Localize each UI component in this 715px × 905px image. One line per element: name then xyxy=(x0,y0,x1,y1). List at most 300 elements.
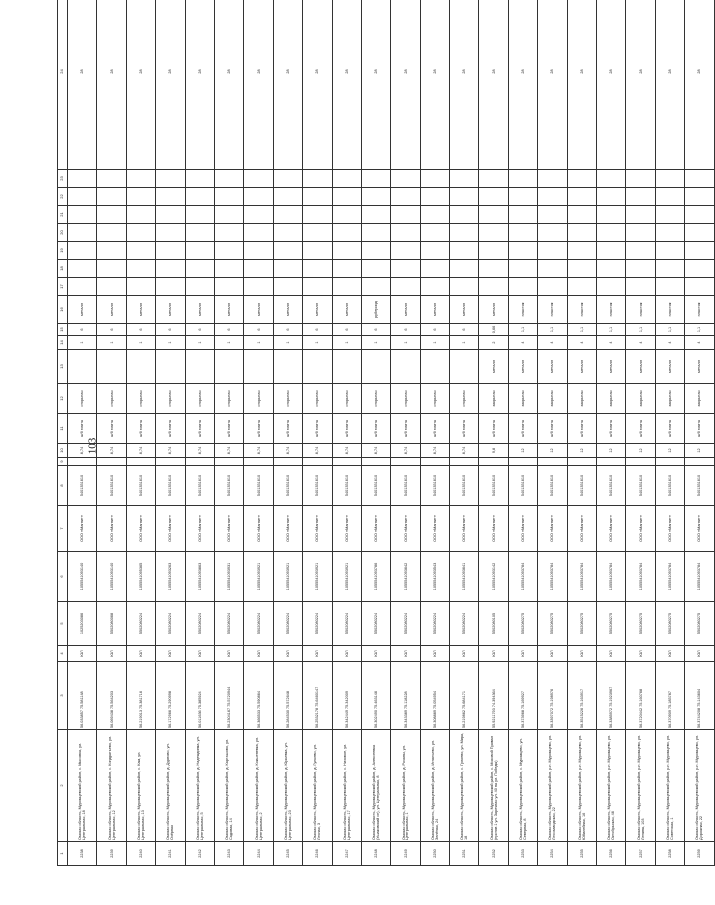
cell-c12: открытая xyxy=(303,384,332,414)
cell-c16: пластик xyxy=(597,296,626,324)
cell-c12: закрытая xyxy=(597,384,626,414)
cell-c13: металл xyxy=(685,350,714,384)
cell-ogrn: 5502080224 xyxy=(244,602,273,646)
cell-c4: ЮЛ xyxy=(655,646,684,662)
cell-c18 xyxy=(685,260,714,278)
cell-c9 xyxy=(185,458,214,466)
cell-c22 xyxy=(538,188,567,206)
cell-org: ООО «Магнит» xyxy=(508,506,537,552)
cell-address: Омская область, Муромцевский район, с. Муромцево, ул. Северная, 8 xyxy=(508,730,537,842)
cell-okved: 5401351610 xyxy=(185,466,214,506)
cell-inn: 1055541093921 xyxy=(273,552,302,602)
cell-c9 xyxy=(685,458,714,466)
rotated-table-wrapper xyxy=(57,32,704,866)
cell-c14: 1 xyxy=(185,336,214,350)
cell-c19 xyxy=(479,242,508,260)
cell-c18 xyxy=(538,260,567,278)
cell-c10: 8,74 xyxy=(273,444,302,458)
table-row xyxy=(156,0,185,866)
cell-inn: 1055541095365 xyxy=(126,552,155,602)
cell-id: 2256 xyxy=(597,842,626,866)
cell-inn: 1055541093784 xyxy=(626,552,655,602)
cell-c14: 4 xyxy=(567,336,596,350)
page-number: 103 xyxy=(86,437,99,455)
cell-c14: 1 xyxy=(244,336,273,350)
cell-c4: ЮЛ xyxy=(597,646,626,662)
column-header: 17 xyxy=(58,278,68,296)
cell-c19 xyxy=(626,242,655,260)
cell-c19 xyxy=(97,242,126,260)
cell-id: 2243 xyxy=(214,842,243,866)
cell-coords: 56.3385972 75.1923967 xyxy=(597,662,626,730)
cell-c13 xyxy=(244,350,273,384)
cell-c13: металл xyxy=(626,350,655,384)
cell-c21 xyxy=(97,206,126,224)
cell-id: 2257 xyxy=(626,842,655,866)
cell-c15: 6 xyxy=(244,324,273,336)
cell-inn: 1055541093642 xyxy=(391,552,420,602)
cell-c23 xyxy=(538,170,567,188)
cell-c17 xyxy=(303,278,332,296)
cell-id: 2244 xyxy=(244,842,273,866)
cell-address: Омская область, Муромцевский район, с. Низовое, ул. Центральная, 17 xyxy=(332,730,361,842)
cell-okved: 5401351610 xyxy=(303,466,332,506)
cell-c18 xyxy=(420,260,449,278)
cell-coords: 56.308889 75.054954 xyxy=(420,662,449,730)
cell-c23 xyxy=(126,170,155,188)
cell-c14: 1 xyxy=(126,336,155,350)
cell-c16: металл xyxy=(450,296,479,324)
cell-c12: закрытая xyxy=(538,384,567,414)
cell-c24: 28 xyxy=(244,0,273,170)
cell-c12: открытая xyxy=(391,384,420,414)
cell-c18 xyxy=(244,260,273,278)
cell-inn: 1055541093142 xyxy=(479,552,508,602)
cell-coords: 56.3515226 75.163917 xyxy=(567,662,596,730)
cell-c9 xyxy=(567,458,596,466)
cell-c4: ЮЛ xyxy=(508,646,537,662)
table-row xyxy=(626,0,655,866)
cell-org: ООО «Магнит» xyxy=(420,506,449,552)
cell-inn: 1055541093641 xyxy=(450,552,479,602)
cell-org: ООО «Магнит» xyxy=(303,506,332,552)
cell-c13 xyxy=(332,350,361,384)
cell-c4: ЮЛ xyxy=(97,646,126,662)
cell-c10: 12 xyxy=(508,444,537,458)
cell-c23 xyxy=(303,170,332,188)
cell-c23 xyxy=(156,170,185,188)
cell-c10: 8,74 xyxy=(97,444,126,458)
cell-ogrn: 5502080224 xyxy=(185,602,214,646)
cell-c15: 6 xyxy=(68,324,97,336)
cell-c12: открытая xyxy=(244,384,273,414)
cell-c11: ж/б плита xyxy=(626,414,655,444)
cell-c9 xyxy=(126,458,155,466)
cell-c20 xyxy=(685,224,714,242)
cell-c11: ж/б плита xyxy=(214,414,243,444)
cell-c23 xyxy=(450,170,479,188)
cell-coords: 56.3744208 75.143604 xyxy=(685,662,714,730)
cell-c20 xyxy=(214,224,243,242)
cell-ogrn: 5502080224 xyxy=(273,602,302,646)
cell-c9 xyxy=(391,458,420,466)
cell-c9 xyxy=(156,458,185,466)
cell-c9 xyxy=(538,458,567,466)
cell-id: 2249 xyxy=(391,842,420,866)
cell-org: ООО «Магнит» xyxy=(685,506,714,552)
cell-c22 xyxy=(68,188,97,206)
cell-org: ООО «Магнит» xyxy=(244,506,273,552)
cell-c21 xyxy=(450,206,479,224)
cell-c12: открытая xyxy=(361,384,390,414)
cell-c19 xyxy=(567,242,596,260)
cell-c14: 4 xyxy=(538,336,567,350)
table-row xyxy=(332,0,361,866)
cell-c22 xyxy=(626,188,655,206)
cell-c23 xyxy=(185,170,214,188)
cell-id: 2247 xyxy=(332,842,361,866)
cell-c4: ЮЛ xyxy=(244,646,273,662)
cell-c14: 4 xyxy=(655,336,684,350)
cell-c15: 1,1 xyxy=(538,324,567,336)
cell-c22 xyxy=(567,188,596,206)
table-row xyxy=(126,0,155,866)
cell-c23 xyxy=(68,170,97,188)
cell-org: ООО «Магнит» xyxy=(626,506,655,552)
cell-c10: 8,74 xyxy=(332,444,361,458)
cell-okved: 5401351610 xyxy=(97,466,126,506)
cell-c20 xyxy=(332,224,361,242)
cell-c21 xyxy=(685,206,714,224)
cell-c9 xyxy=(508,458,537,466)
cell-c4: ЮЛ xyxy=(479,646,508,662)
cell-c17 xyxy=(361,278,390,296)
cell-inn: 1055541093931 xyxy=(214,552,243,602)
cell-c22 xyxy=(597,188,626,206)
cell-okved: 5401351610 xyxy=(332,466,361,506)
cell-org: ООО «Магнит» xyxy=(97,506,126,552)
cell-c19 xyxy=(655,242,684,260)
cell-inn: 1055541093921 xyxy=(332,552,361,602)
cell-c14: 1 xyxy=(450,336,479,350)
cell-c21 xyxy=(244,206,273,224)
cell-c20 xyxy=(597,224,626,242)
cell-c19 xyxy=(126,242,155,260)
cell-address: Омская область, Муромцевский район, с. Кам, ул. Центральная, 13 xyxy=(126,730,155,842)
cell-c16: металл xyxy=(273,296,302,324)
cell-ogrn: 5502080275 xyxy=(538,602,567,646)
cell-c21 xyxy=(391,206,420,224)
cell-address: Омская область, Муромцевский район, с. Кондратьево, ул. Центральная, 12 xyxy=(97,730,126,842)
cell-c24: 28 xyxy=(97,0,126,170)
cell-ogrn: 5502080224 xyxy=(391,602,420,646)
cell-c20 xyxy=(185,224,214,242)
cell-c21 xyxy=(126,206,155,224)
cell-id: 2251 xyxy=(450,842,479,866)
cell-c17 xyxy=(538,278,567,296)
cell-c17 xyxy=(332,278,361,296)
column-header: 12 xyxy=(58,384,68,414)
cell-inn: 1055541093263 xyxy=(156,552,185,602)
cell-okved: 5401351610 xyxy=(214,466,243,506)
cell-okved: 5401351610 xyxy=(391,466,420,506)
cell-inn: 1055541093784 xyxy=(597,552,626,602)
cell-c9 xyxy=(244,458,273,466)
cell-c16: металл xyxy=(479,296,508,324)
cell-ogrn: 5502080275 xyxy=(597,602,626,646)
cell-inn: 1055541093921 xyxy=(244,552,273,602)
cell-c14: 1 xyxy=(68,336,97,350)
cell-c17 xyxy=(391,278,420,296)
cell-c16: металл xyxy=(156,296,185,324)
cell-c18 xyxy=(450,260,479,278)
cell-inn: 1055541093784 xyxy=(567,552,596,602)
cell-org: ООО «Магнит» xyxy=(479,506,508,552)
cell-c18 xyxy=(156,260,185,278)
column-header: 11 xyxy=(58,414,68,444)
cell-c4: ЮЛ xyxy=(626,646,655,662)
cell-c17 xyxy=(655,278,684,296)
column-header: 14 xyxy=(58,336,68,350)
cell-c14: 1 xyxy=(97,336,126,350)
cell-c20 xyxy=(68,224,97,242)
cell-c18 xyxy=(273,260,302,278)
cell-okved: 5401351610 xyxy=(479,466,508,506)
cell-c22 xyxy=(655,188,684,206)
cell-c18 xyxy=(361,260,390,278)
cell-c13: металл xyxy=(655,350,684,384)
cell-c11: ж/б плита xyxy=(303,414,332,444)
cell-id: 2239 xyxy=(97,842,126,866)
cell-c20 xyxy=(391,224,420,242)
cell-id: 2245 xyxy=(273,842,302,866)
cell-c15: 6 xyxy=(332,324,361,336)
cell-c22 xyxy=(332,188,361,206)
cell-c23 xyxy=(244,170,273,188)
cell-c9 xyxy=(450,458,479,466)
cell-id: 2258 xyxy=(655,842,684,866)
cell-c23 xyxy=(361,170,390,188)
cell-address: Омская область, Муромцевский район, с. Гуляево, ул. Мира, 18 xyxy=(450,730,479,842)
cell-c17 xyxy=(97,278,126,296)
table-row xyxy=(68,0,97,866)
cell-c21 xyxy=(361,206,390,224)
cell-c10: 8,74 xyxy=(420,444,449,458)
cell-coords: 56.342449 75.342009 xyxy=(332,662,361,730)
cell-address: Омская область, Муромцевский район, д. Кокшеневка, ул. Центральная, 2 xyxy=(244,730,273,842)
cell-okved: 5401351610 xyxy=(156,466,185,506)
cell-c9 xyxy=(420,458,449,466)
cell-c13 xyxy=(126,350,155,384)
cell-ogrn: 5502080224 xyxy=(450,602,479,646)
cell-c14: 4 xyxy=(685,336,714,350)
cell-id: 2255 xyxy=(567,842,596,866)
cell-c11: ж/б плита xyxy=(126,414,155,444)
cell-c11: ж/б плита xyxy=(244,414,273,444)
cell-address: Омская область, Муромцевский район, р.п. Муромцево, ул. Советская, 1 xyxy=(655,730,684,842)
cell-c18 xyxy=(626,260,655,278)
cell-c13 xyxy=(420,350,449,384)
cell-c17 xyxy=(567,278,596,296)
cell-c22 xyxy=(185,188,214,206)
column-header: 23 xyxy=(58,170,68,188)
cell-c15: 1,1 xyxy=(655,324,684,336)
cell-c21 xyxy=(303,206,332,224)
cell-c19 xyxy=(244,242,273,260)
cell-c15: 0,66 xyxy=(479,324,508,336)
cell-id: 2248 xyxy=(361,842,390,866)
cell-c24: 28 xyxy=(685,0,714,170)
cell-c24: 28 xyxy=(68,0,97,170)
cell-c20 xyxy=(303,224,332,242)
cell-id: 2252 xyxy=(479,842,508,866)
cell-c22 xyxy=(391,188,420,206)
cell-c15: 1,1 xyxy=(597,324,626,336)
cell-c13 xyxy=(450,350,479,384)
cell-c12: закрытая xyxy=(685,384,714,414)
cell-ogrn: 5502080275 xyxy=(685,602,714,646)
cell-c9 xyxy=(479,458,508,466)
cell-coords: 56.284530 75.572648 xyxy=(273,662,302,730)
column-header: 4 xyxy=(58,646,68,662)
cell-id: 2254 xyxy=(538,842,567,866)
cell-coords: 56.172966 75.290998 xyxy=(156,662,185,730)
cell-address: Омская область, Муромцевский район, д. Дурново, ул. Озёрная xyxy=(156,730,185,842)
cell-c23 xyxy=(508,170,537,188)
cell-c10: 8,74 xyxy=(126,444,155,458)
table-row xyxy=(655,0,684,866)
cell-c12: открытая xyxy=(420,384,449,414)
cell-c23 xyxy=(479,170,508,188)
cell-c20 xyxy=(156,224,185,242)
cell-c11: ж/б плита xyxy=(420,414,449,444)
cell-c18 xyxy=(214,260,243,278)
cell-c13: металл xyxy=(597,350,626,384)
cell-c12: закрытая xyxy=(479,384,508,414)
cell-ogrn: 5502080275 xyxy=(655,602,684,646)
cell-c16: металл xyxy=(185,296,214,324)
cell-c19 xyxy=(597,242,626,260)
column-header: 3 xyxy=(58,662,68,730)
cell-c14: 1 xyxy=(303,336,332,350)
cell-ogrn: 5502080275 xyxy=(626,602,655,646)
cell-org: ООО «Магнит» xyxy=(538,506,567,552)
cell-ogrn: 5502080275 xyxy=(567,602,596,646)
cell-org: ООО «Магнит» xyxy=(361,506,390,552)
cell-id: 2246 xyxy=(303,842,332,866)
cell-c10: 12 xyxy=(626,444,655,458)
cell-c24: 28 xyxy=(126,0,155,170)
cell-inn: 1055541093784 xyxy=(508,552,537,602)
cell-c12: открытая xyxy=(450,384,479,414)
cell-coords: 56.366533 75.590864 xyxy=(244,662,273,730)
cell-c12: открытая xyxy=(156,384,185,414)
cell-c9 xyxy=(68,458,97,466)
cell-c24: 28 xyxy=(450,0,479,170)
cell-c4: ЮЛ xyxy=(538,646,567,662)
cell-c12: открытая xyxy=(68,384,97,414)
cell-c15: 6 xyxy=(450,324,479,336)
cell-c18 xyxy=(508,260,537,278)
column-header: 22 xyxy=(58,188,68,206)
cell-c17 xyxy=(156,278,185,296)
cell-c17 xyxy=(450,278,479,296)
table-row xyxy=(273,0,302,866)
cell-c24: 28 xyxy=(567,0,596,170)
cell-c4: ЮЛ xyxy=(567,646,596,662)
cell-c21 xyxy=(479,206,508,224)
column-header: 5 xyxy=(58,602,68,646)
cell-id: 2259 xyxy=(685,842,714,866)
registry-table xyxy=(57,0,715,866)
cell-id: 2238 xyxy=(68,842,97,866)
column-header: 19 xyxy=(58,242,68,260)
cell-coords: 56.343389 75.118228 xyxy=(391,662,420,730)
column-header: 21 xyxy=(58,206,68,224)
cell-inn: 1055541093921 xyxy=(303,552,332,602)
cell-address: Омская область, Муромцевский район, р.п. Муромцево, ул. Ленина, 103 xyxy=(626,730,655,842)
cell-c10: 12 xyxy=(567,444,596,458)
cell-c11: ж/б плита xyxy=(185,414,214,444)
cell-coords: 56.370909 75.185787 xyxy=(655,662,684,730)
cell-c21 xyxy=(626,206,655,224)
cell-c17 xyxy=(508,278,537,296)
cell-coords: 56.3720442 75.160768 xyxy=(626,662,655,730)
cell-c17 xyxy=(626,278,655,296)
cell-c14: 1 xyxy=(391,336,420,350)
cell-c17 xyxy=(244,278,273,296)
cell-id: 2240 xyxy=(126,842,155,866)
cell-c11: ж/б плита xyxy=(332,414,361,444)
cell-c20 xyxy=(450,224,479,242)
cell-c16: пластик xyxy=(685,296,714,324)
cell-c13 xyxy=(361,350,390,384)
cell-c20 xyxy=(420,224,449,242)
cell-c18 xyxy=(391,260,420,278)
cell-c24: 28 xyxy=(479,0,508,170)
cell-org: ООО «Магнит» xyxy=(391,506,420,552)
cell-address: Омская область, Муромцевский район, д. Юрьевка, ул. Центральная, 23 xyxy=(273,730,302,842)
column-header: 2 xyxy=(58,730,68,842)
cell-c21 xyxy=(156,206,185,224)
cell-c16: металл xyxy=(420,296,449,324)
cell-c14: 4 xyxy=(508,336,537,350)
cell-c23 xyxy=(97,170,126,188)
cell-c22 xyxy=(97,188,126,206)
cell-coords: 56.033857 75.581148 xyxy=(68,662,97,730)
cell-c18 xyxy=(332,260,361,278)
cell-ogrn: 5502080224 xyxy=(361,602,390,646)
cell-c4: ЮЛ xyxy=(303,646,332,662)
cell-c12: закрытая xyxy=(508,384,537,414)
cell-c4: ЮЛ xyxy=(273,646,302,662)
cell-c4: ЮЛ xyxy=(450,646,479,662)
cell-c9 xyxy=(214,458,243,466)
cell-okved: 5401351610 xyxy=(597,466,626,506)
cell-ogrn: 5502080224 xyxy=(156,602,185,646)
cell-c12: закрытая xyxy=(626,384,655,414)
cell-c11: ж/б плита xyxy=(450,414,479,444)
cell-c11: ж/б плита xyxy=(508,414,537,444)
cell-c16: пластик xyxy=(626,296,655,324)
cell-c10: 8,74 xyxy=(361,444,390,458)
cell-c12: открытая xyxy=(97,384,126,414)
cell-c23 xyxy=(273,170,302,188)
table-row xyxy=(303,0,332,866)
cell-c11: ж/б плита xyxy=(479,414,508,444)
cell-c4: ЮЛ xyxy=(685,646,714,662)
cell-ogrn: 5502080224 xyxy=(420,602,449,646)
